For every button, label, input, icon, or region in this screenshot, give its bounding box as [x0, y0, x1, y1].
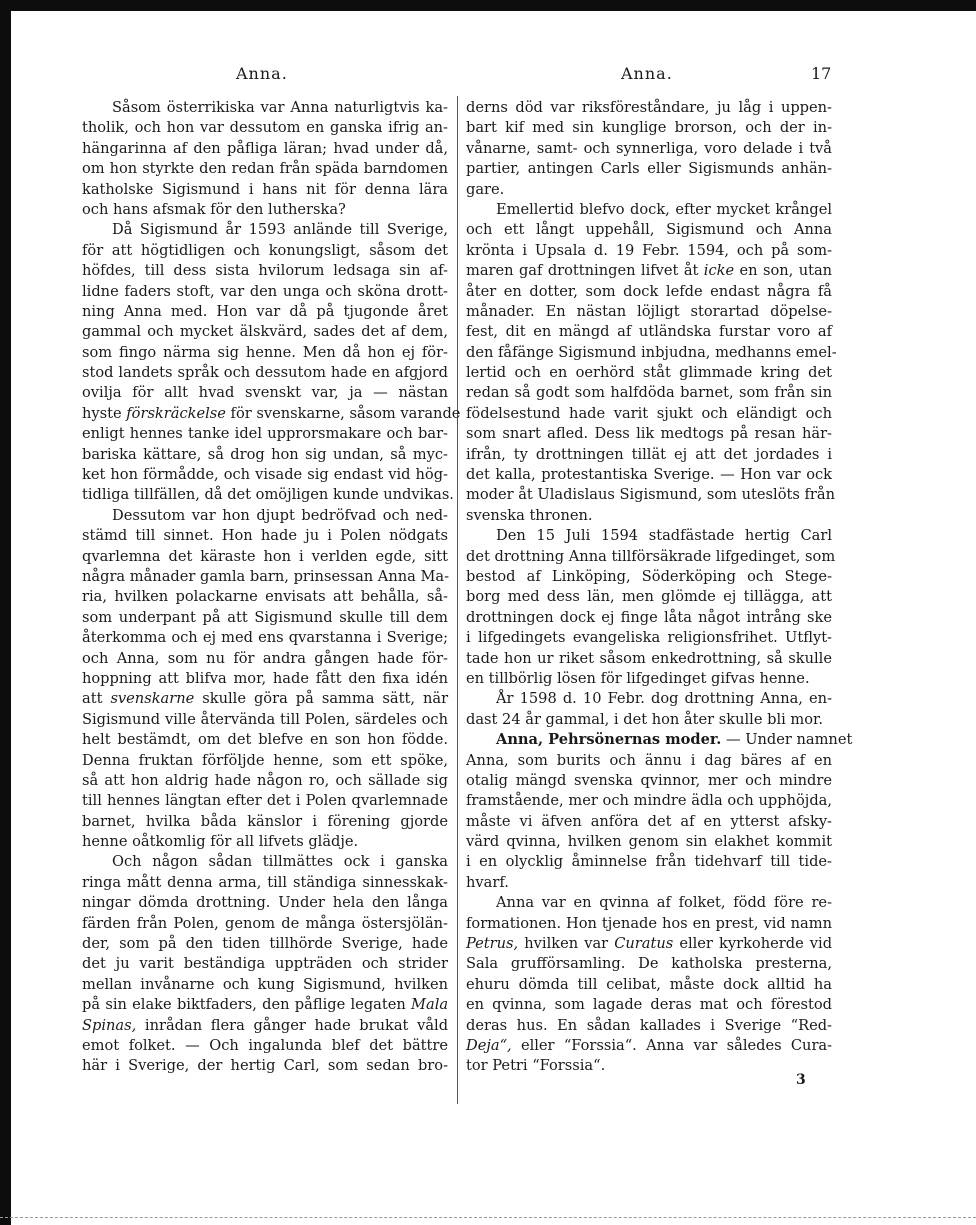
text-line: hoppning att blifva mor, hade fått den fixa idén: [82, 669, 448, 687]
text-line: en tillbörlig lösen för lifgedinget gifvas henne.: [466, 669, 810, 687]
text-line: att svenskarne skulle göra på samma sätt, när: [82, 690, 449, 708]
text-line: så att hon aldrig hade någon ro, och sällade sig: [82, 771, 448, 789]
text-line: mellan invånarne och kung Sigismund, hvilken: [82, 975, 448, 993]
text-line: och ett långt uppehåll, Sigismund och Anna: [466, 221, 832, 239]
text-line: moder åt Uladislaus Sigismund, som uteslöts från: [466, 486, 835, 504]
text-line: gare.: [466, 180, 505, 198]
text-line: barnet, hvilka båda känslor i förening gjorde: [82, 812, 448, 830]
text-line: Petrus, hvilken var Curatus eller kyrkoherde vid: [466, 935, 833, 953]
text-line: på sin elake biktfaders, den påflige legaten Mala: [82, 996, 449, 1014]
text-line: några månader gamla barn, prinsessan Anna Ma-: [82, 567, 450, 585]
text-line: ningar dömda drottning. Under hela den långa: [82, 894, 448, 912]
text-line: Anna var en qvinna af folket, född före re-: [496, 894, 832, 912]
text-line: Den 15 Juli 1594 stadfästade hertig Carl: [496, 527, 832, 545]
text-line: bariska kättare, så drog hon sig undan, så myc-: [82, 445, 448, 463]
text-line: Deja“, eller “Forssia“. Anna var således Cura-: [466, 1036, 833, 1054]
text-line: det drottning Anna tillförsäkrade lifgedinget, som: [466, 547, 836, 565]
text-line: ifrån, ty drottningen tillät ej att det jordades i: [466, 445, 832, 463]
text-line: deras hus. En sådan kallades i Sverige “Red-: [466, 1016, 832, 1034]
text-line: om hon styrkte den redan från späda barndomen: [82, 160, 448, 178]
text-line: tade hon ur riket såsom enkedrottning, så skulle: [466, 649, 832, 667]
text-line: i lifgedingets evangeliska religionsfrihet. Utflyt-: [466, 629, 832, 647]
text-line: och hans afsmak för den lutherska?: [82, 200, 346, 218]
text-line: ringa mått denna arma, till ständiga sinnesskak-: [82, 873, 448, 891]
right-column: [466, 98, 853, 1077]
text-line: derns död var riksföreståndare, ju låg i uppen-: [466, 99, 832, 116]
running-head-left: Anna.: [236, 64, 288, 83]
text-line: för att högtidligen och konungsligt, såsom det: [82, 241, 448, 259]
page-number: 17: [811, 64, 832, 83]
text-line: månader. En nästan löjligt storartad döpelse-: [466, 302, 832, 320]
text-line: otalig mängd svenska qvinnor, mer och mindre: [466, 771, 832, 789]
text-line: fest, dit en mängd af utländska furstar voro af: [466, 323, 832, 341]
scan-top-border: [0, 0, 976, 11]
text-line: som fingo närma sig henne. Men då hon ej för-: [82, 343, 448, 361]
text-line: och Anna, som nu för andra gången hade för-: [82, 649, 448, 667]
text-line: År 1598 d. 10 Febr. dog drottning Anna, en-: [496, 690, 832, 708]
text-line: Då Sigismund år 1593 anlände till Sverige,: [112, 221, 448, 239]
text-line: Anna, Pehrsönernas moder. — Under namnet: [496, 731, 853, 749]
text-line: ning Anna med. Hon var då på tjugonde året: [82, 302, 448, 320]
text-line: en qvinna, som lagade deras mat och förestod: [466, 996, 832, 1014]
signature-mark: 3: [796, 1072, 806, 1088]
text-line: födelsestund hade varit sjukt och eländigt och: [466, 404, 832, 422]
text-line: ket hon förmådde, och visade sig endast vid hög-: [82, 466, 448, 484]
text-line: formationen. Hon tjenade hos en prest, vid namn: [466, 914, 832, 932]
text-line: som snart afled. Dess lik medtogs på resan här-: [466, 425, 832, 443]
text-line: Emellertid blefvo dock, efter mycket krångel: [496, 200, 832, 218]
text-line: Spinas, inrådan flera gånger hade brukat våld: [82, 1016, 449, 1034]
text-line: krönta i Upsala d. 19 Febr. 1594, och på som-: [466, 241, 832, 259]
scan-bottom-edge: [0, 1217, 976, 1218]
text-line: ria, hvilken polackarne envisats att behålla, så-: [82, 588, 448, 606]
text-line: framstående, mer och mindre ädla och upphöjda,: [466, 792, 832, 810]
text-line: tor Petri “Forssia“.: [466, 1057, 606, 1075]
text-line: värd qvinna, hvilken genom sin elakhet kommit: [466, 833, 832, 851]
text-line: katholske Sigismund i hans nit för denna lära: [82, 180, 448, 198]
text-line: emot folket. — Och ingalunda blef det bättre: [82, 1036, 448, 1054]
text-line: maren gaf drottningen lifvet åt icke en son, utan: [466, 262, 833, 280]
text-line: henne oåtkomlig för all lifvets glädje.: [82, 833, 359, 851]
text-line: svenska thronen.: [466, 506, 593, 524]
text-line: Denna fruktan förföljde henne, som ett spöke,: [82, 751, 448, 769]
text-line: der, som på den tiden tillhörde Sverige, hade: [82, 935, 448, 953]
text-line: återkomma och ej med ens qvarstanna i Sverige;: [82, 629, 448, 647]
text-line: Sigismund ville återvända till Polen, särdeles och: [82, 710, 448, 728]
text-line: bart kif med sin kunglige brorson, och der in-: [466, 119, 832, 137]
text-line: ovilja för allt hvad svenskt var, ja — nästan: [82, 384, 448, 402]
text-line: dast 24 år gammal, i det hon åter skulle bli mor.: [466, 710, 824, 728]
text-line: stämd till sinnet. Hon hade ju i Polen nödgats: [82, 527, 448, 545]
running-head-right: Anna.: [621, 64, 673, 83]
text-line: den fåfänge Sigismund inbjudna, medhanns emel-: [466, 343, 837, 361]
text-line: qvarlemna det käraste hon i verlden egde, sitt: [82, 547, 448, 565]
text-line: tholik, och hon var dessutom en ganska ifrig an-: [82, 119, 448, 137]
text-line: måste vi äfven anföra det af en ytterst afsky-: [466, 812, 832, 830]
text-line: helt bestämdt, om det blefve en son hon födde.: [82, 731, 448, 749]
text-line: borg med dess län, men glömde ej tillägga, att: [466, 588, 832, 606]
text-line: hängarinna af den påfliga läran; hvad under då,: [82, 139, 448, 157]
text-line: drottningen dock ej finge låta något intrång ske: [466, 608, 832, 626]
text-line: lertid och en oerhörd ståt glimmade kring det: [466, 364, 832, 382]
text-line: till hennes längtan efter det i Polen qvarlemnade: [82, 792, 448, 810]
text-line: enligt hennes tanke idel upprorsmakare och bar-: [82, 425, 448, 443]
column-divider: [457, 96, 458, 1104]
text-line: bestod af Linköping, Söderköping och Stege-: [466, 567, 832, 585]
text-line: partier, antingen Carls eller Sigismunds anhän-: [466, 160, 832, 178]
text-line: i en olycklig åminnelse från tidehvarf till tide-: [466, 853, 832, 871]
text-line: hyste förskräckelse för svenskarne, såsom varande: [82, 404, 461, 422]
text-line: det ju varit beständiga uppträden och strider: [82, 955, 448, 973]
text-line: färden från Polen, genom de många östersjölän-: [82, 914, 448, 932]
text-line: som underpant på att Sigismund skulle till dem: [82, 608, 448, 626]
text-line: Sala grufförsamling. De katholska presterna,: [466, 955, 832, 973]
text-line: redan så godt som halfdöda barnet, som från sin: [466, 384, 832, 402]
text-line: vånarne, samt- och synnerliga, voro delade i två: [466, 139, 832, 157]
text-line: Såsom österrikiska var Anna naturligtvis ka-: [112, 99, 448, 116]
text-line: Anna, som burits och ännu i dag bäres af en: [466, 751, 832, 769]
text-line: lidne faders stoft, var den unga och sköna drott-: [82, 282, 448, 300]
text-line: här i Sverige, der hertig Carl, som sedan bro-: [82, 1057, 448, 1075]
text-line: hvarf.: [466, 873, 509, 891]
left-column: [82, 98, 461, 1077]
text-line: Dessutom var hon djupt bedröfvad och ned-: [112, 506, 448, 524]
text-line: åter en dotter, som dock lefde endast några få: [466, 282, 832, 300]
text-line: stod landets språk och dessutom hade en afgjord: [82, 364, 448, 382]
text-line: det kalla, protestantiska Sverige. — Hon var ock: [466, 466, 832, 484]
text-line: ehuru dömda till celibat, måste dock alltid ha: [466, 975, 832, 993]
text-line: höfdes, till dess sista hvilorum ledsaga sin af-: [82, 262, 448, 280]
text-line: gammal och mycket älskvärd, sades det af dem,: [82, 323, 448, 341]
text-line: tidliga tillfällen, då det omöjligen kunde undvikas.: [82, 486, 454, 504]
scan-left-border: [0, 0, 11, 1225]
text-line: Och någon sådan tillmättes ock i ganska: [112, 853, 448, 871]
